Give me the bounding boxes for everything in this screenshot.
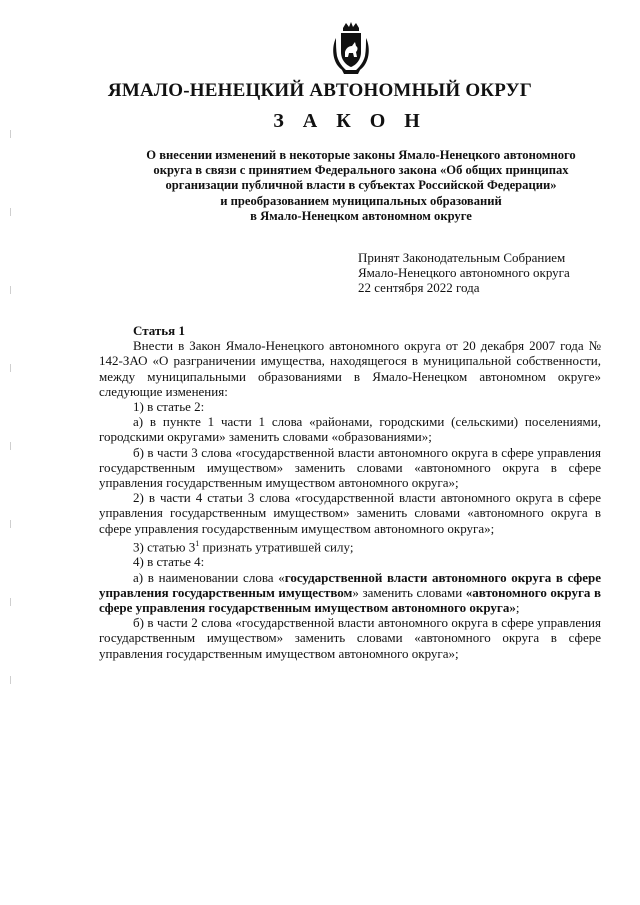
document-type-heading: З А К О Н: [273, 110, 427, 132]
item4a-text-mid: » заменить словами: [352, 584, 466, 600]
item3-text-start: 3) статью 3: [133, 539, 196, 555]
adoption-line: 22 сентября 2022 года: [358, 280, 480, 296]
adoption-line: Принят Законодательным Собранием: [358, 250, 566, 265]
law-title-line: О внесении изменений в некоторые законы Ямало-Ненецкого автономного: [146, 148, 576, 162]
list-item: 1) в статье 2:: [133, 399, 205, 415]
adoption-line: Ямало-Ненецкого автономного округа: [358, 265, 570, 281]
item4a-bold-new-words: «автономного округа в сфере управления государственным имуществом автономного округа»: [99, 584, 601, 615]
scan-margin-marks: [10, 130, 12, 730]
list-item: [99, 570, 601, 616]
law-title-line: организации публичной власти в субъектах Российской Федерации»: [165, 178, 557, 193]
item4a-bold-old-words: государственной власти автономного округа в сфере управления государственным имуществом: [99, 569, 601, 600]
law-title-line: в Ямало-Ненецком автономном округе: [250, 208, 472, 223]
law-title: [96, 148, 626, 224]
item4a-text-end: ;: [515, 599, 520, 615]
list-item: 4) в статье 4:: [133, 554, 205, 570]
adoption-notice: [358, 250, 570, 296]
article-body: [99, 323, 601, 661]
article-intro: Внести в Закон Ямало-Ненецкого автономного округа от 20 декабря 2007 года № 142-ЗАО «О разграничении имущества, находящегося в муниципальной собственности, между муниципальными образованиями в Ямало-Ненецком автономном округе» следующие изменения:: [99, 338, 601, 399]
list-item: а) в пункте 1 части 1 слова «районами, городскими (сельскими) поселениями, городскими округами» заменить словами «образованиями»;: [99, 414, 601, 445]
law-title-line: округа в связи с принятием Федерального закона «Об общих принципах: [153, 163, 569, 178]
list-item: 2) в части 4 статьи 3 слова «государственной власти автономного округа в сфере управления государственным имуществом» заменить словами «автономного округа в сфере управления государственным имуществом автономного округа»;: [99, 490, 601, 536]
item4a-text-start: а) в наименовании слова «: [133, 569, 285, 585]
coat-of-arms-emblem-icon: [330, 22, 372, 76]
item3-superscript: 1: [195, 538, 200, 548]
region-name-heading: ЯМАЛО-НЕНЕЦКИЙ АВТОНОМНЫЙ ОКРУГ: [107, 80, 533, 101]
list-item: б) в части 2 слова «государственной власти автономного округа в сфере управления государственным имуществом» заменить словами «автономного округа в сфере управления государственным имуществом автономного округа»;: [99, 615, 601, 661]
item3-text-end: признать утратившей силу;: [199, 539, 354, 555]
list-item: б) в части 3 слова «государственной власти автономного округа в сфере управления государственным имуществом» заменить словами «автономного округа в сфере управления государственным имуществом автономного округа»;: [99, 444, 601, 491]
law-title-line: и преобразованием муниципальных образований: [220, 193, 502, 208]
article-title: Статья 1: [133, 323, 185, 338]
list-item: [99, 536, 601, 555]
